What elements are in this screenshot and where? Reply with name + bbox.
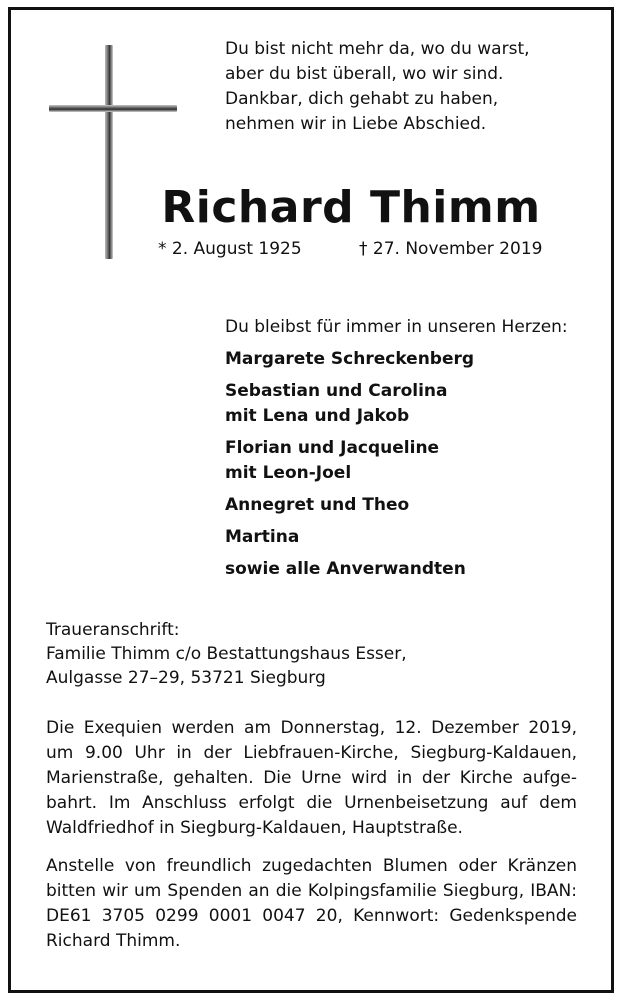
- exequies-line: um 9.00 Uhr in der Liebfrauen-Kirche, Siegburg-Kaldauen,: [46, 743, 577, 763]
- mourning-address: [46, 618, 407, 690]
- poem-line: nehmen wir in Liebe Abschied.: [225, 114, 487, 134]
- poem-line: Dankbar, dich gehabt zu haben,: [225, 89, 499, 109]
- mourner-line: Florian und Jacqueline: [225, 438, 440, 458]
- poem-line: aber du bist überall, wo wir sind.: [225, 64, 504, 84]
- mourner-line: sowie alle Anverwandten: [225, 559, 466, 579]
- mourners-block: [225, 315, 605, 589]
- donation-line: Anstelle von freundlich zugedachten Blumen oder Kränzen: [46, 856, 577, 876]
- mourner-line: Annegret und Theo: [225, 495, 410, 515]
- mourner-line: Sebastian und Carolina: [225, 381, 448, 401]
- mourner-entry: [225, 525, 605, 550]
- mourner-line: mit Lena und Jakob: [225, 406, 410, 426]
- cross-horizontal-beam: [49, 105, 177, 112]
- donation-line: Richard Thimm.: [46, 931, 181, 951]
- mourner-entry: [225, 347, 605, 372]
- mourners-intro: Du bleibst für immer in unseren Herzen:: [225, 317, 568, 337]
- mourner-entry: [225, 493, 605, 518]
- address-line: Aulgasse 27–29, 53721 Siegburg: [46, 668, 326, 688]
- donation-paragraph: [46, 854, 577, 954]
- poem: [225, 37, 585, 137]
- birth-date: * 2. August 1925: [158, 239, 302, 259]
- exequies-line: bahrt. Im Anschluss erfolgt die Urnenbeisetzung auf dem: [46, 793, 577, 813]
- address-line: Familie Thimm c/o Bestattungshaus Esser,: [46, 644, 407, 664]
- deceased-name: Richard Thimm: [161, 182, 541, 233]
- exequies-line: Die Exequien werden am Donnerstag, 12. Dezember 2019,: [46, 718, 577, 738]
- mourner-entry: [225, 436, 605, 486]
- exequies-line: Marienstraße, gehalten. Die Urne wird in der Kirche aufge-: [46, 768, 577, 788]
- mourner-entry: [225, 379, 605, 429]
- poem-line: Du bist nicht mehr da, wo du warst,: [225, 39, 530, 59]
- mourner-entry: [225, 557, 605, 582]
- mourner-line: Margarete Schreckenberg: [225, 349, 475, 369]
- exequies-paragraph: [46, 716, 577, 841]
- cross-vertical-beam: [105, 45, 113, 259]
- address-line: Traueranschrift:: [46, 620, 180, 640]
- mourner-line: mit Leon-Joel: [225, 463, 352, 483]
- exequies-line: Waldfriedhof in Siegburg-Kaldauen, Hauptstraße.: [46, 818, 463, 838]
- donation-line: DE61 3705 0299 0001 0047 20, Kennwort: Gedenkspende: [46, 906, 577, 926]
- obituary-notice: [8, 7, 614, 993]
- mourner-line: Martina: [225, 527, 300, 547]
- donation-line: bitten wir um Spenden an die Kolpingsfamilie Siegburg, IBAN:: [46, 881, 577, 901]
- death-date: † 27. November 2019: [359, 239, 543, 259]
